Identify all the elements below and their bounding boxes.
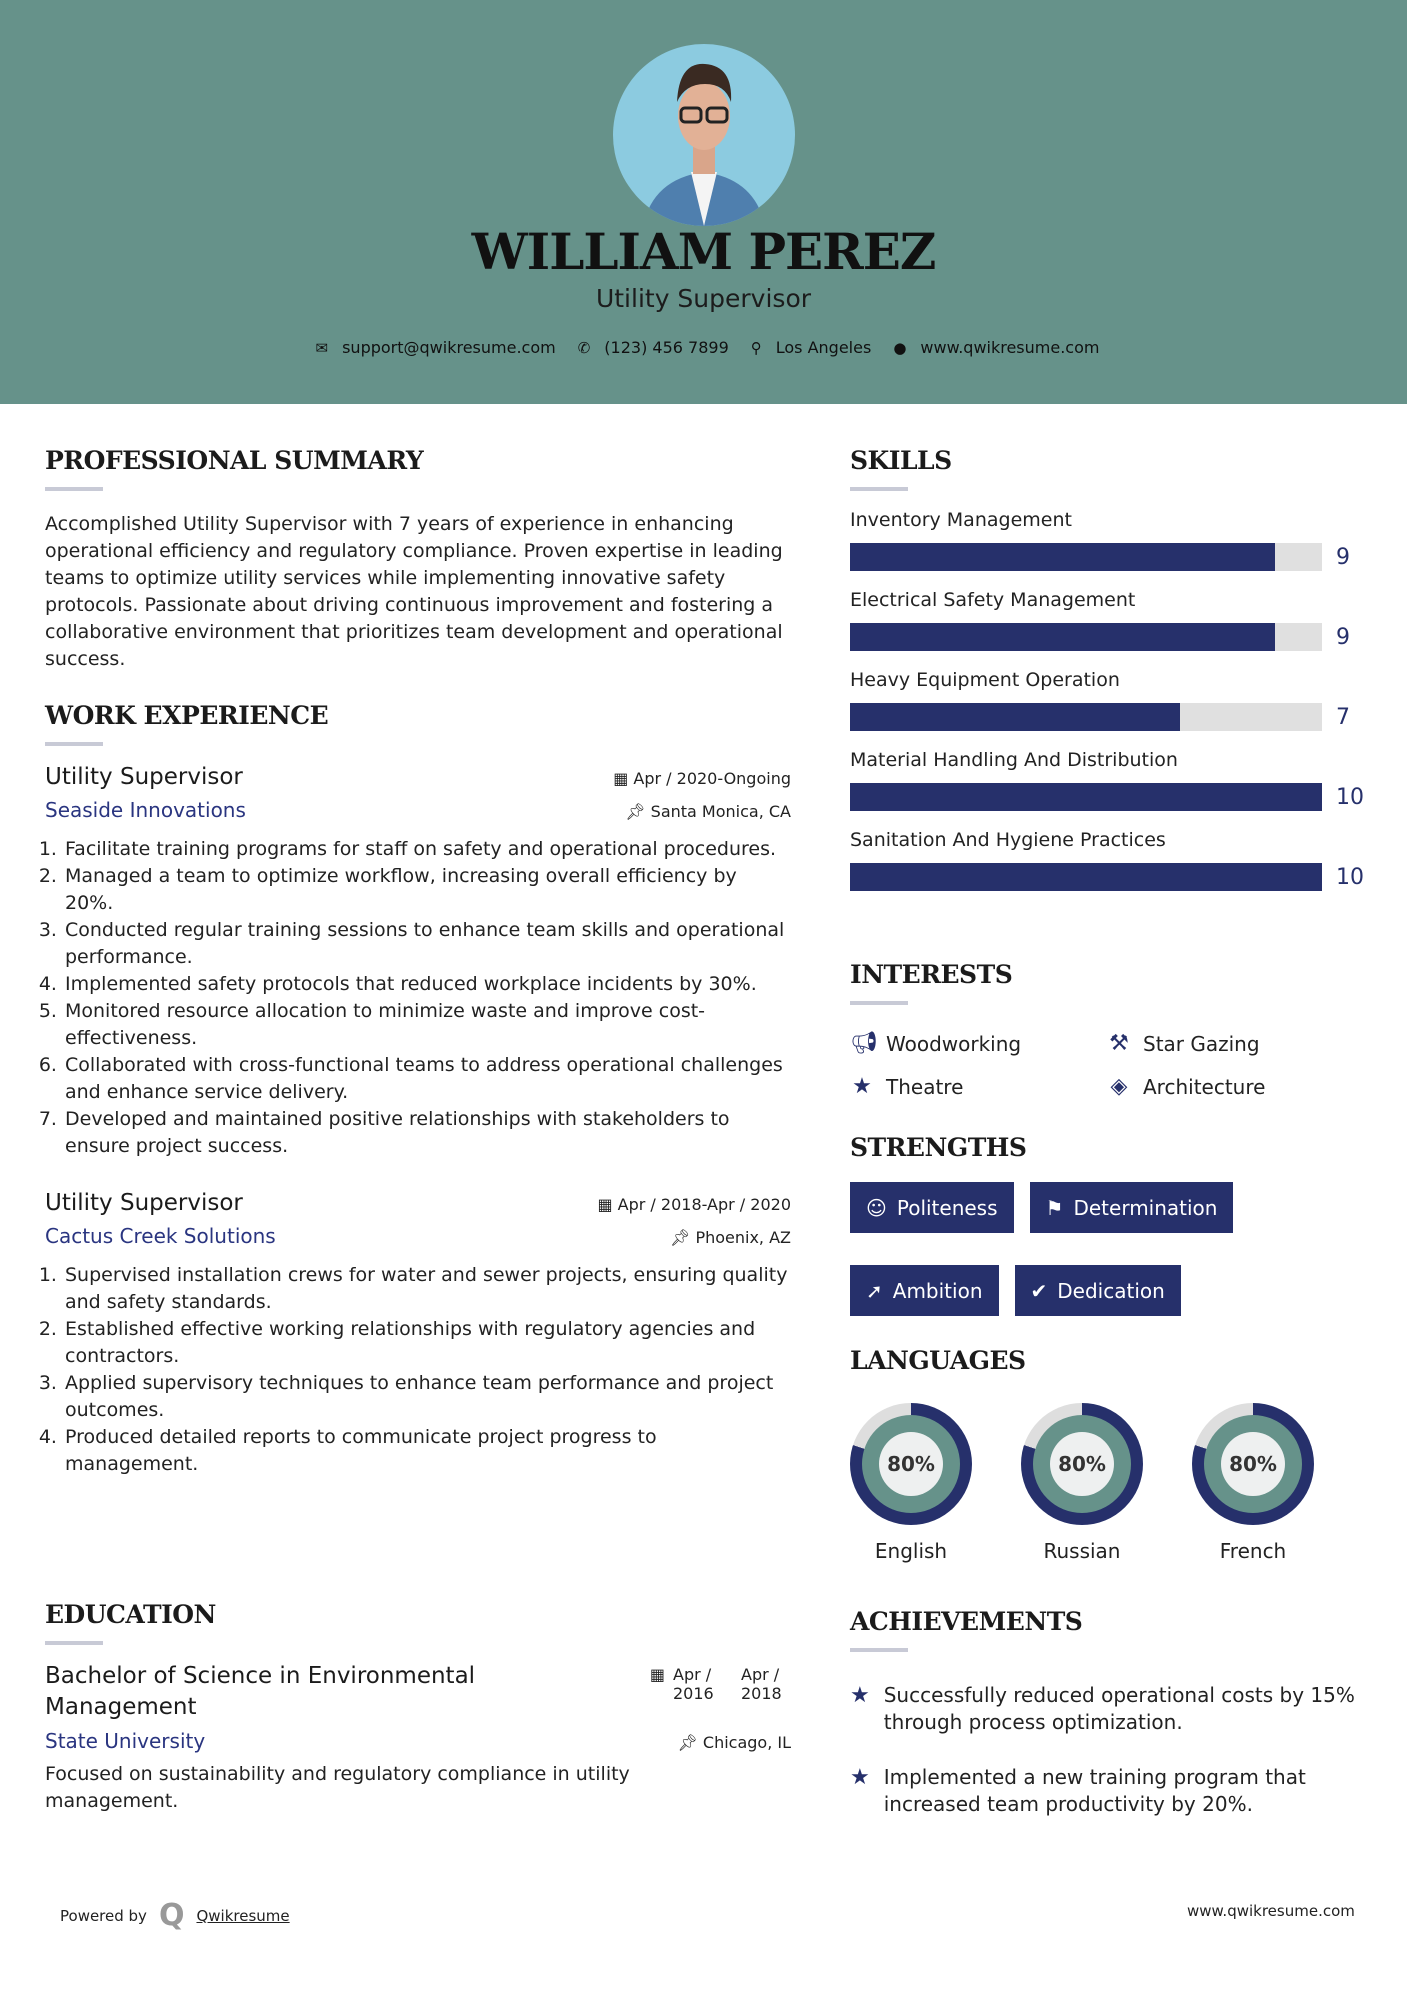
rocket-icon: ➚ <box>866 1278 883 1303</box>
skill-bar-fill <box>850 863 1322 891</box>
education-dates <box>650 1665 791 1723</box>
strength-badge <box>850 1182 1014 1233</box>
contact-bar <box>0 338 1407 357</box>
interests-section <box>850 960 1370 1099</box>
languages-section <box>850 1346 1370 1563</box>
achievements-section <box>850 1607 1370 1818</box>
language-percent: 80% <box>1221 1432 1285 1496</box>
bullet-item: 3. Applied supervisory techniques to enhance team performance and project outcomes. <box>63 1370 791 1424</box>
strength-label: Dedication <box>1057 1278 1165 1303</box>
language-item <box>1021 1403 1143 1563</box>
envelope-icon: ✉ <box>315 338 329 357</box>
bullet-item: 5. Monitored resource allocation to minimize waste and improve cost-effectiveness. <box>63 998 791 1052</box>
skill-level: 9 <box>1336 624 1350 650</box>
brand-link[interactable]: Qwikresume <box>196 1906 290 1925</box>
heading-underline <box>45 1641 103 1645</box>
candidate-title: Utility Supervisor <box>595 284 812 313</box>
achievement-item <box>850 1764 1370 1818</box>
profile-photo <box>613 44 795 226</box>
education-location: Chicago, IL <box>702 1733 791 1752</box>
powered-by <box>60 1898 290 1933</box>
job-dates: Apr / 2018-Apr / 2020 <box>617 1195 791 1214</box>
section-heading: SKILLS <box>850 446 952 475</box>
interest-label: Woodworking <box>886 1031 1022 1056</box>
language-percent: 80% <box>1050 1432 1114 1496</box>
interest-label: Star Gazing <box>1143 1031 1260 1056</box>
section-heading: ACHIEVEMENTS <box>850 1607 1083 1636</box>
pin-icon: 📌︎ <box>677 1733 703 1752</box>
location: Los Angeles <box>775 338 872 357</box>
map-pin-icon: ⚲ <box>750 338 762 357</box>
company: Seaside Innovations <box>45 798 246 822</box>
language-name: Russian <box>1043 1539 1121 1563</box>
skill-bar <box>850 623 1322 651</box>
strength-badge <box>1015 1265 1181 1316</box>
heading-underline <box>45 487 103 491</box>
bullet-item: 7. Developed and maintained positive relationships with stakeholders to ensure project success. <box>63 1106 791 1160</box>
job-location: Phoenix, AZ <box>695 1228 791 1247</box>
bullet-item: 1. Supervised installation crews for water and sewer projects, ensuring quality and safety standards. <box>63 1262 791 1316</box>
job-location: Santa Monica, CA <box>650 802 791 821</box>
achievement-item <box>850 1682 1370 1736</box>
start-date: Apr / 2016 <box>673 1665 714 1703</box>
website[interactable]: www.qwikresume.com <box>920 338 1100 357</box>
gavel-icon: ⚒ <box>1109 1031 1129 1056</box>
section-heading: LANGUAGES <box>850 1346 1026 1375</box>
skill-bar-fill <box>850 703 1180 731</box>
end-date: Apr / 2018 <box>741 1665 782 1703</box>
globe-icon: ● <box>893 338 907 357</box>
skill-level: 9 <box>1336 544 1350 570</box>
job-entry <box>45 1190 791 1478</box>
section-heading: STRENGTHS <box>850 1133 1027 1162</box>
skill-bar-fill <box>850 543 1275 571</box>
heading-underline <box>850 487 908 491</box>
skill-name: Inventory Management <box>850 509 1072 531</box>
heading-underline <box>850 1648 908 1652</box>
bullet-item: 6. Collaborated with cross-functional teams to address operational challenges and enhance service delivery. <box>63 1052 791 1106</box>
header <box>0 0 1407 404</box>
ruler-icon: ◈ <box>1110 1074 1128 1099</box>
school: State University <box>45 1729 206 1753</box>
bullet-item: 3. Conducted regular training sessions to enhance team skills and operational performance. <box>63 917 791 971</box>
education-section <box>45 1600 791 1815</box>
achievement-text: Successfully reduced operational costs by 15% through process optimization. <box>883 1683 1355 1734</box>
section-heading: WORK EXPERIENCE <box>45 701 329 730</box>
language-percent: 80% <box>879 1432 943 1496</box>
bullet-item: 2. Managed a team to optimize workflow, increasing overall efficiency by 20%. <box>63 863 791 917</box>
phone: (123) 456 7899 <box>604 338 729 357</box>
skill-level: 10 <box>1336 784 1364 810</box>
strength-badge <box>850 1265 999 1316</box>
footer-website[interactable]: www.qwikresume.com <box>1187 1902 1355 1920</box>
language-donut <box>1192 1403 1314 1525</box>
skill-bar-fill <box>850 623 1275 651</box>
job-title: Utility Supervisor <box>45 764 243 790</box>
company: Cactus Creek Solutions <box>45 1224 276 1248</box>
candidate-name: WILLIAM PEREZ <box>471 222 936 281</box>
interest-item <box>850 1074 1107 1099</box>
interest-item <box>1107 1074 1307 1099</box>
job-bullets <box>45 836 791 1160</box>
bullet-item: 1. Facilitate training programs for staff on safety and operational procedures. <box>63 836 791 863</box>
achievement-text: Implemented a new training program that increased team productivity by 20%. <box>883 1765 1306 1816</box>
skill-name: Heavy Equipment Operation <box>850 669 1120 691</box>
strength-label: Determination <box>1073 1195 1218 1220</box>
strengths-section <box>850 1133 1390 1316</box>
pin-icon: 📌︎ <box>625 802 651 821</box>
star-icon: ★ <box>852 1074 872 1099</box>
section-heading: INTERESTS <box>850 960 1013 989</box>
skill-level: 7 <box>1336 704 1350 730</box>
skill-item <box>850 827 1370 891</box>
powered-by-label: Powered by <box>60 1906 147 1925</box>
calendar-icon: ▦ <box>613 769 634 788</box>
skill-name: Electrical Safety Management <box>850 589 1136 611</box>
bullet-item: 4. Produced detailed reports to communicate project progress to management. <box>63 1424 791 1478</box>
strength-label: Politeness <box>896 1195 998 1220</box>
heading-underline <box>45 742 103 746</box>
job-bullets <box>45 1262 791 1478</box>
email[interactable]: support@qwikresume.com <box>342 338 556 357</box>
phone-icon: ✆ <box>577 338 591 357</box>
job-dates: Apr / 2020-Ongoing <box>633 769 791 788</box>
skill-bar <box>850 543 1322 571</box>
skill-bar-fill <box>850 783 1322 811</box>
check-circle-icon: ✔ <box>1030 1278 1048 1303</box>
job-entry <box>45 764 791 1160</box>
language-donut <box>850 1403 972 1525</box>
language-donut <box>1021 1403 1143 1525</box>
education-description: Focused on sustainability and regulatory compliance in utility management. <box>45 1763 630 1812</box>
skill-item <box>850 587 1370 651</box>
qwikresume-logo-icon: Q <box>158 1898 185 1933</box>
skill-level: 10 <box>1336 864 1364 890</box>
calendar-icon: ▦ <box>649 1665 665 1684</box>
strength-label: Ambition <box>892 1278 983 1303</box>
smile-icon: ☺ <box>866 1195 887 1220</box>
skill-item <box>850 507 1370 571</box>
summary-text: Accomplished Utility Supervisor with 7 years of experience in enhancing operational efficiency and regulatory compliance. Proven expertise in leading teams to optimize utility services while implementing innovative safety protocols. Passionate about driving continuous improvement and fostering a collaborative environment that prioritizes team development and operational success. <box>45 513 783 670</box>
job-title: Utility Supervisor <box>45 1190 243 1216</box>
language-name: French <box>1219 1539 1287 1563</box>
bullet-item: 4. Implemented safety protocols that reduced workplace incidents by 30%. <box>63 971 791 998</box>
bullet-item: 2. Established effective working relationships with regulatory agencies and contractors. <box>63 1316 791 1370</box>
interest-label: Architecture <box>1143 1074 1266 1099</box>
megaphone-icon: 📢︎ <box>850 1031 878 1056</box>
degree: Bachelor of Science in Environmental Management <box>45 1663 476 1720</box>
flag-icon: ⚑ <box>1045 1195 1064 1220</box>
interest-item <box>850 1031 1107 1056</box>
pin-icon: 📌︎ <box>670 1228 696 1247</box>
skill-bar <box>850 863 1322 891</box>
section-heading: EDUCATION <box>45 1600 216 1629</box>
language-item <box>850 1403 972 1563</box>
shooting-star-icon: ★ <box>850 1765 870 1790</box>
language-name: English <box>874 1539 948 1563</box>
language-item <box>1192 1403 1314 1563</box>
skill-name: Material Handling And Distribution <box>850 749 1178 771</box>
strength-badge <box>1030 1182 1234 1233</box>
calendar-icon: ▦ <box>597 1195 618 1214</box>
section-heading: PROFESSIONAL SUMMARY <box>45 446 424 475</box>
summary-section <box>45 446 795 673</box>
skill-bar <box>850 703 1322 731</box>
skill-bar <box>850 783 1322 811</box>
experience-section <box>45 701 791 1478</box>
heading-underline <box>850 1001 908 1005</box>
interest-label: Theatre <box>886 1074 964 1099</box>
skill-name: Sanitation And Hygiene Practices <box>850 829 1166 851</box>
skill-item <box>850 667 1370 731</box>
shooting-star-icon: ★ <box>850 1683 870 1708</box>
skill-item <box>850 747 1370 811</box>
interest-item <box>1107 1031 1307 1056</box>
skills-section <box>850 446 1370 891</box>
